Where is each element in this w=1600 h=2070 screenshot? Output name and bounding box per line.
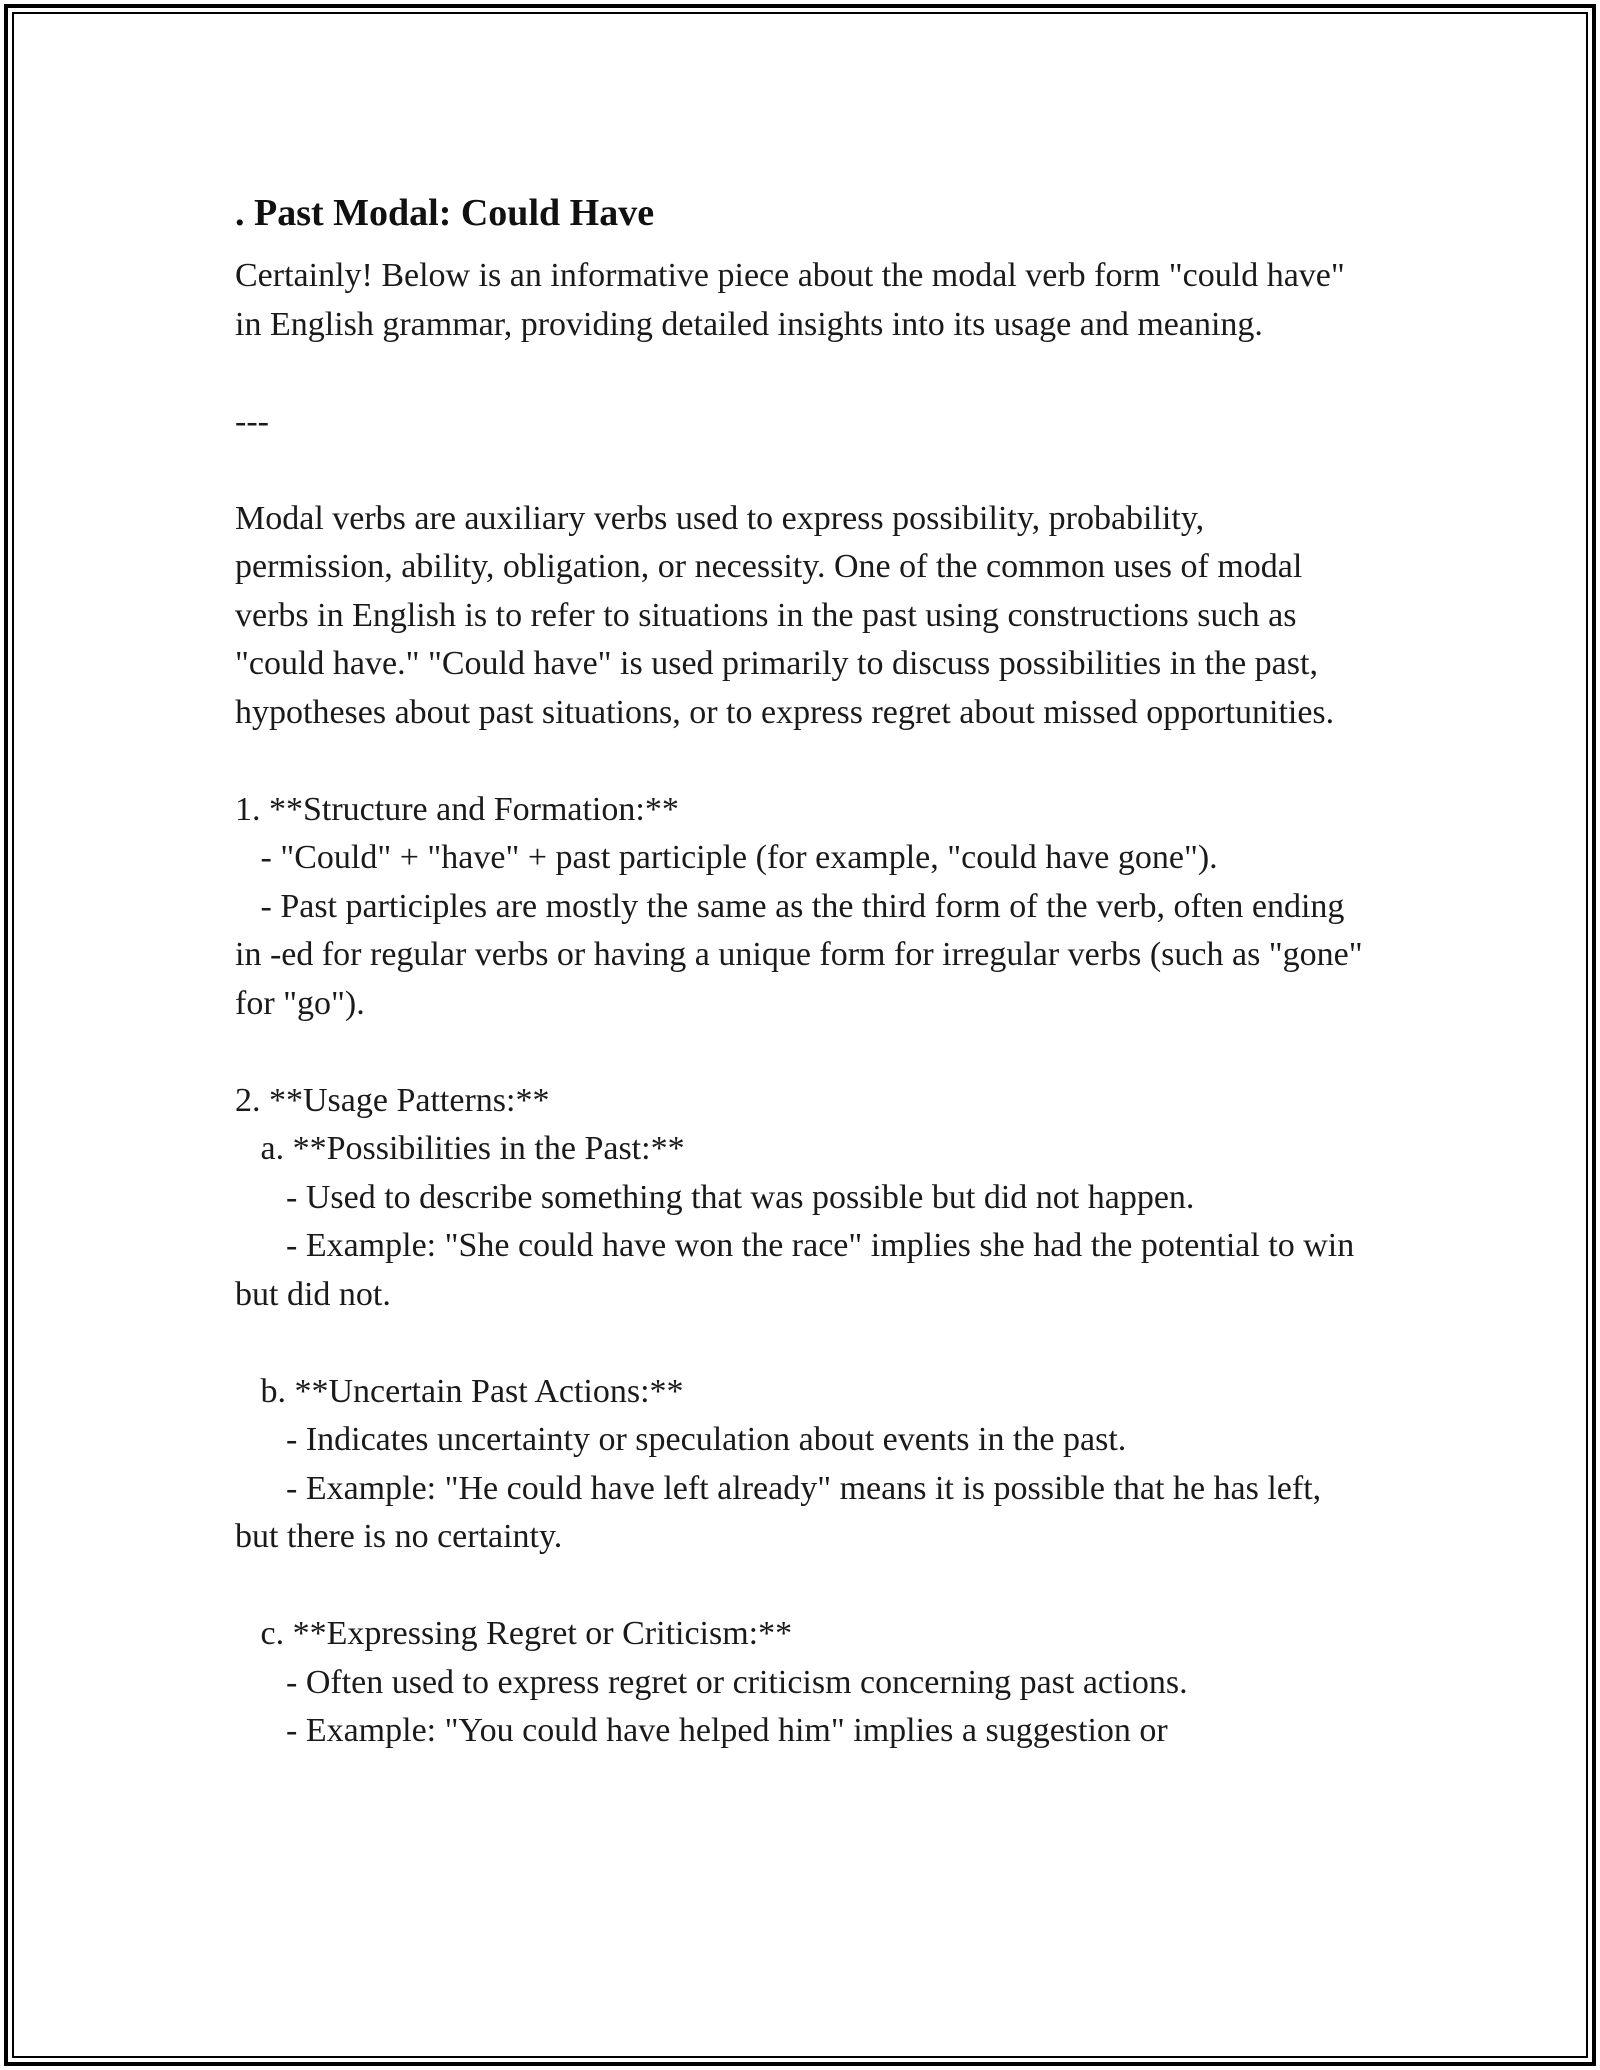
document-content (235, 182, 1370, 1756)
document-title: . Past Modal: Could Have (235, 192, 655, 234)
document-body: Certainly! Below is an informative piece about the modal verb form "could have" in English grammar, providing detailed insights into its usage and meaning. --- Modal verbs are auxiliary verbs used to express possibility, probability, permission, ability, obligation, or necessity. One of the common uses of modal verbs in English is to refer to situations in the past using constructions such as "could have." "Could have" is used primarily to discuss possibilities in the past, hypotheses about past situations, or to express regret about missed opportunities. 1. **Structure and Formation:** - "Could" + "have" + past participle (for example, "could have gone"). - Past participles are mostly the same as the third form of the verb, often ending in -ed for regular verbs or having a unique form for irregular verbs (such as "gone" for "go"). 2. **Usage Patterns:** a. **Possibilities in the Past:** - Used to describe something that was possible but did not happen. - Example: "She could have won the race" implies she had the potential to win but did not. b. **Uncertain Past Actions:** - Indicates uncertainty or speculation about events in the past. - Example: "He could have left already" means it is possible that he has left, but there is no certainty. c. **Expressing Regret or Criticism:** - Often used to express regret or criticism concerning past actions. - Example: "You could have helped him" implies a suggestion or (235, 257, 1363, 1749)
